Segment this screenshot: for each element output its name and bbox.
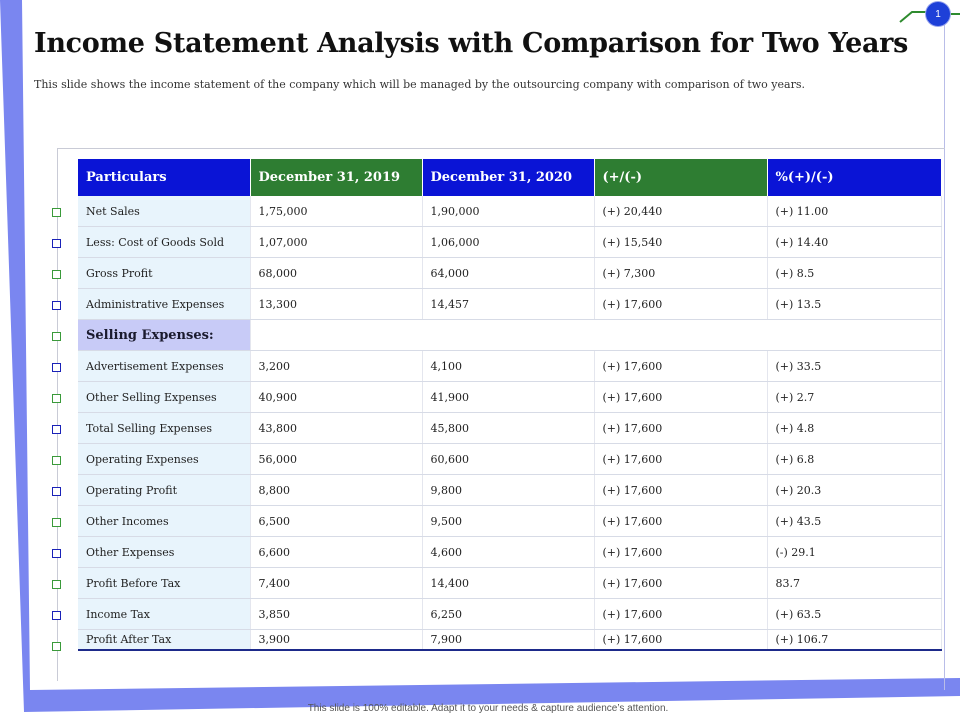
table-cell: (+) 63.5 (767, 599, 941, 630)
table-cell: (+) 17,600 (594, 413, 767, 444)
table-cell: (+) 17,600 (594, 382, 767, 413)
income-statement-table (78, 159, 942, 651)
table-row (78, 475, 941, 506)
table-row (78, 227, 941, 258)
table-cell: 83.7 (767, 568, 941, 599)
table-cell: 68,000 (250, 258, 422, 289)
row-bullet-icon (52, 456, 61, 465)
table-cell: 6,600 (250, 537, 422, 568)
row-label: Operating Profit (78, 475, 250, 506)
table-cell: 3,200 (250, 351, 422, 382)
table-cell: 45,800 (422, 413, 594, 444)
table-cell: (+) 15,540 (594, 227, 767, 258)
table-cell: 56,000 (250, 444, 422, 475)
table-cell: 7,400 (250, 568, 422, 599)
table-cell: 4,100 (422, 351, 594, 382)
row-label: Less: Cost of Goods Sold (78, 227, 250, 258)
table-cell: (+) 17,600 (594, 289, 767, 320)
table-cell: 41,900 (422, 382, 594, 413)
table-cell: 1,07,000 (250, 227, 422, 258)
row-bullet-icon (52, 239, 61, 248)
table-row (78, 444, 941, 475)
table-cell: 43,800 (250, 413, 422, 444)
table-cell: (+) 106.7 (767, 630, 941, 651)
table-cell: (+) 17,600 (594, 444, 767, 475)
row-bullet-icon (52, 487, 61, 496)
table-cell: (+) 6.8 (767, 444, 941, 475)
table-cell: 3,900 (250, 630, 422, 651)
footer-note: This slide is 100% editable. Adapt it to your needs & capture audience’s attention. (307, 703, 669, 714)
table-cell: 9,800 (422, 475, 594, 506)
table-cell: 1,06,000 (422, 227, 594, 258)
row-bullet-icon (52, 611, 61, 620)
table-cell: (+) 20,440 (594, 196, 767, 227)
table-row (78, 630, 941, 651)
row-bullet-icon (52, 549, 61, 558)
header-percent: %(+)/(-) (767, 159, 941, 196)
table-cell: 6,500 (250, 506, 422, 537)
table-row (78, 537, 941, 568)
row-label: Administrative Expenses (78, 289, 250, 320)
row-bullet-icon (52, 394, 61, 403)
table-cell: 64,000 (422, 258, 594, 289)
table-row (78, 351, 941, 382)
row-label: Other Incomes (78, 506, 250, 537)
table-cell: 13,300 (250, 289, 422, 320)
table-cell: (+) 33.5 (767, 351, 941, 382)
table-row (78, 289, 941, 320)
table-cell: 9,500 (422, 506, 594, 537)
row-bullet-icon (52, 518, 61, 527)
table-cell: (+) 4.8 (767, 413, 941, 444)
table-cell: (+) 17,600 (594, 351, 767, 382)
table-row (78, 382, 941, 413)
row-label: Other Selling Expenses (78, 382, 250, 413)
table-cell: 6,250 (422, 599, 594, 630)
row-bullet-icon (52, 363, 61, 372)
page-title: Income Statement Analysis with Comparison for Two Years (34, 28, 909, 59)
header-difference: (+/(-) (594, 159, 767, 196)
table-cell: 8,800 (250, 475, 422, 506)
table-cell: (+) 8.5 (767, 258, 941, 289)
table-row (78, 568, 941, 599)
row-bullet-icon (52, 642, 61, 651)
table-row (78, 599, 941, 630)
header-2020: December 31, 2020 (422, 159, 594, 196)
row-label: Operating Expenses (78, 444, 250, 475)
table-cell: (+) 14.40 (767, 227, 941, 258)
table-cell: (+) 17,600 (594, 537, 767, 568)
row-label: Net Sales (78, 196, 250, 227)
table-cell: 60,600 (422, 444, 594, 475)
section-label: Selling Expenses: (78, 320, 250, 351)
table-cell: 14,457 (422, 289, 594, 320)
table-row (78, 258, 941, 289)
table-header-row (78, 159, 941, 196)
row-bullets (52, 208, 62, 658)
table-row (78, 320, 941, 351)
header-particulars: Particulars (78, 159, 250, 196)
row-label: Other Expenses (78, 537, 250, 568)
table-cell: (-) 29.1 (767, 537, 941, 568)
page-number-badge: 1 (926, 2, 950, 26)
table-cell: (+) 17,600 (594, 568, 767, 599)
table-cell: (+) 17,600 (594, 475, 767, 506)
row-bullet-icon (52, 208, 61, 217)
page-subtitle: This slide shows the income statement of the company which will be managed by the outsourcing company with comparison of two years. (34, 78, 805, 91)
table-cell: (+) 11.00 (767, 196, 941, 227)
table-cell: (+) 17,600 (594, 599, 767, 630)
table-cell: (+) 13.5 (767, 289, 941, 320)
table-cell: 40,900 (250, 382, 422, 413)
table-cell: 14,400 (422, 568, 594, 599)
table-row (78, 413, 941, 444)
table-cell: 1,75,000 (250, 196, 422, 227)
row-label: Profit Before Tax (78, 568, 250, 599)
table-cell: (+) 17,600 (594, 506, 767, 537)
table-cell: 1,90,000 (422, 196, 594, 227)
table-row (78, 506, 941, 537)
table-cell: 7,900 (422, 630, 594, 651)
section-empty-cell (250, 320, 941, 351)
row-bullet-icon (52, 270, 61, 279)
row-label: Gross Profit (78, 258, 250, 289)
table-cell: 4,600 (422, 537, 594, 568)
header-2019: December 31, 2019 (250, 159, 422, 196)
row-label: Profit After Tax (78, 630, 250, 651)
row-bullet-icon (52, 301, 61, 310)
row-label: Income Tax (78, 599, 250, 630)
table-cell: 3,850 (250, 599, 422, 630)
row-bullet-icon (52, 425, 61, 434)
row-bullet-icon (52, 580, 61, 589)
table-cell: (+) 7,300 (594, 258, 767, 289)
row-label: Total Selling Expenses (78, 413, 250, 444)
row-bullet-icon (52, 332, 61, 341)
table-cell: (+) 20.3 (767, 475, 941, 506)
table-row (78, 196, 941, 227)
table-cell: (+) 43.5 (767, 506, 941, 537)
table-cell: (+) 17,600 (594, 630, 767, 651)
table-cell: (+) 2.7 (767, 382, 941, 413)
row-label: Advertisement Expenses (78, 351, 250, 382)
